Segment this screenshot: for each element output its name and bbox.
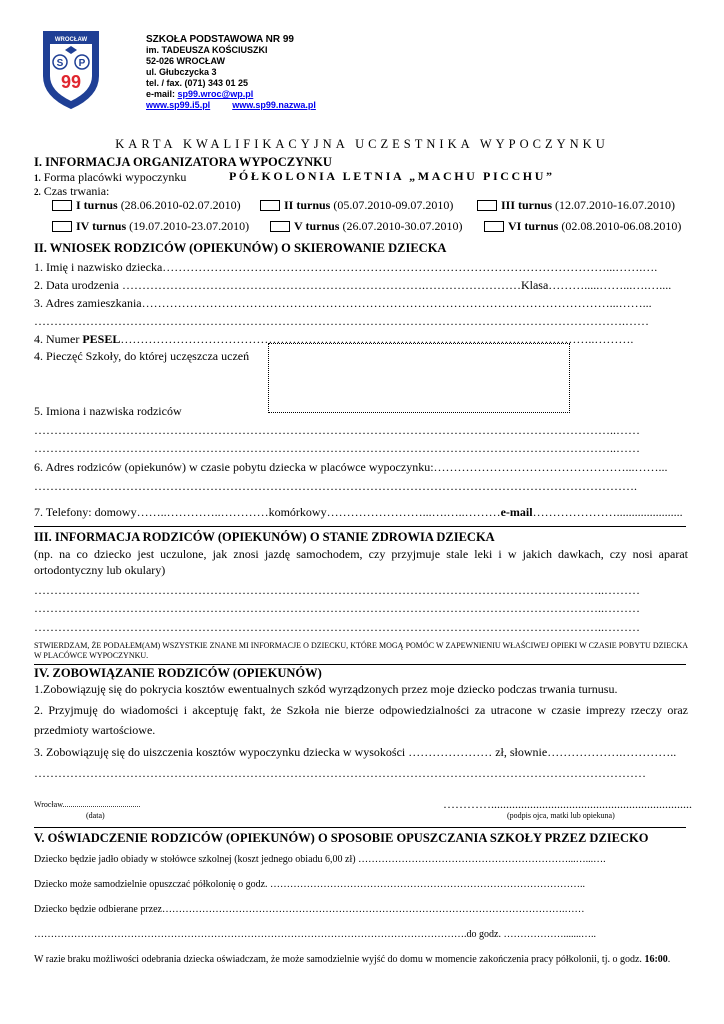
pesel-field[interactable]: 4. Numer PESEL………………………………………………………………………………………………………..………. bbox=[34, 332, 634, 346]
page-title: KARTA KWALIFIKACYJNA UCZESTNIKA WYPOCZYNKU bbox=[115, 137, 609, 151]
lunch-field[interactable]: Dziecko będzie jadło obiady w stołówce szkolnej (koszt jednego obiadu 6,00 zł) ………………………………………………………...…...…. bbox=[34, 854, 606, 865]
section-5-heading: V. OŚWIADCZENIE RODZICÓW (OPIEKUNÓW) O SPOSOBIE OPUSZCZANIA SZKOŁY PRZEZ DZIECKO bbox=[34, 831, 649, 845]
divider bbox=[34, 827, 686, 828]
birth-date-class-field[interactable]: 2. Data urodzenia ………………………………………………………………….……………………Klasa……….....……...….….... bbox=[34, 278, 672, 292]
turn-option-4[interactable]: IV turnus (19.07.2010-23.07.2010) bbox=[52, 219, 249, 234]
www-link-1[interactable]: www.sp99.i5.pl bbox=[146, 100, 211, 110]
pickup-until-field[interactable]: ………………………………………………………………………………………………………………….do godz. ……………….......….. bbox=[34, 929, 596, 940]
section-4-heading: IV. ZOBOWIĄZANIE RODZICÓW (OPIEKUNÓW) bbox=[34, 666, 322, 680]
school-name: SZKOŁA PODSTAWOWA NR 99 bbox=[146, 34, 294, 45]
phones-field[interactable]: 7. Telefony: domowy……..…………..…………komórkowy……………………...….…..………e-mail…………………...................... bbox=[34, 505, 683, 519]
parents-names-line-2[interactable]: ………………………………………………………………………………………………………………………………..…… bbox=[34, 441, 640, 455]
parents-address-field[interactable]: 6. Adres rodziców (opiekunów) w czasie pobytu dziecka w placówce wypoczynku:…………………………………………...……... bbox=[34, 460, 668, 474]
place-date-field[interactable]: Wrocław....................................... bbox=[34, 800, 141, 809]
signature-field[interactable]: …………................................................................... bbox=[443, 797, 692, 811]
obligation-2: 2. Przyjmuję do wiadomości i akceptuję fakt, że Szkoła nie bierze odpowiedzialności za utracone w czasie imprezy rzeczy oraz przedmioty wartościowe. bbox=[34, 703, 688, 737]
checkbox[interactable] bbox=[270, 221, 290, 232]
www-link-2[interactable]: www.sp99.nazwa.pl bbox=[232, 100, 316, 110]
logo-letter-s: S bbox=[56, 58, 64, 69]
declaration-text: STWIERDZAM, ŻE PODAŁEM(AM) WSZYSTKIE ZNANE MI INFORMACJE O DZIECKU, KTÓRE MOGĄ POMÓC W ZAPEWNIENIU WŁAŚCIWEJ OPIEKI W CZASIE POBYTU DZIECKA W PLACÓWCE WYPOCZYNKU. bbox=[34, 641, 688, 660]
school-email-row bbox=[146, 89, 316, 100]
item-number: 2. bbox=[34, 187, 41, 197]
school-www-row bbox=[146, 100, 316, 111]
school-stamp-label: 4. Pieczęć Szkoły, do której uczęszcza uczeń bbox=[34, 349, 250, 363]
email-link[interactable]: sp99.wroc@wp.pl bbox=[177, 89, 254, 99]
school-stamp-box[interactable] bbox=[268, 343, 570, 413]
turn-option-2[interactable]: II turnus (05.07.2010-09.07.2010) bbox=[260, 198, 453, 213]
checkbox[interactable] bbox=[52, 221, 72, 232]
divider bbox=[34, 664, 686, 665]
date-label: (data) bbox=[86, 811, 105, 820]
turn-option-3[interactable]: III turnus (12.07.2010-16.07.2010) bbox=[477, 198, 675, 213]
turn-option-6[interactable]: VI turnus (02.08.2010-06.08.2010) bbox=[484, 219, 681, 234]
item-label: Czas trwania: bbox=[43, 184, 110, 198]
address-field-line-2[interactable]: ………………………………………………………………………………………………………………………………….…… bbox=[34, 314, 649, 328]
parents-address-line-2[interactable]: ……………………………………………………………………………………………………………………………………. bbox=[34, 479, 637, 493]
school-logo bbox=[38, 26, 104, 110]
checkbox[interactable] bbox=[260, 200, 280, 211]
item-number: 1. bbox=[34, 173, 41, 183]
child-name-field[interactable]: 1. Imię i nazwisko dziecka…………………………………………………………………………………………………...…….…. bbox=[34, 260, 658, 274]
parents-names-line-1[interactable]: ………………………………………………………………………………………………………………………………..…… bbox=[34, 423, 640, 437]
section-1-item-1 bbox=[34, 170, 186, 185]
closing-note: W razie braku możliwości odebrania dziecka oświadczam, że może samodzielnie wyjść do domu w momencie zakończenia pracy półkolonii, tj. o godz. 16:00. bbox=[34, 954, 671, 965]
signature-label: (podpis ojca, matki lub opiekuna) bbox=[507, 811, 615, 820]
school-patron: im. TADEUSZA KOŚCIUSZKI bbox=[146, 45, 268, 55]
item-label: Forma placówki wypoczynku bbox=[43, 170, 187, 184]
health-line-3[interactable]: ……………………………………………………………………………………………………………………………..……… bbox=[34, 620, 640, 634]
logo-top-text: WROCŁAW bbox=[54, 37, 88, 43]
checkbox[interactable] bbox=[52, 200, 72, 211]
pickup-by-field[interactable]: Dziecko będzie odbierane przez………………………………………………………………………………………………………….…… bbox=[34, 904, 585, 915]
checkbox[interactable] bbox=[477, 200, 497, 211]
obligation-1: 1.Zobowiązuję się do pokrycia kosztów ewentualnych szkód wyrządzonych przez moje dziecko podczas trwania turnusu. bbox=[34, 682, 618, 696]
section-1-item-2 bbox=[34, 184, 109, 199]
turn-option-5[interactable]: V turnus (26.07.2010-30.07.2010) bbox=[270, 219, 462, 234]
section-3-heading: III. INFORMACJA RODZICÓW (OPIEKUNÓW) O STANIE ZDROWIA DZIECKA bbox=[34, 530, 495, 544]
school-phone: tel. / fax. (071) 343 01 25 bbox=[146, 78, 249, 88]
section-2-heading: II. WNIOSEK RODZICÓW (OPIEKUNÓW) O SKIEROWANIE DZIECKA bbox=[34, 241, 447, 255]
self-leave-field[interactable]: Dziecko może samodzielnie opuszczać półkolonię o godz. ………………………………………………………………………………….. bbox=[34, 879, 586, 890]
school-street: ul. Głubczycka 3 bbox=[146, 67, 217, 77]
parents-names-label: 5. Imiona i nazwiska rodziców bbox=[34, 404, 182, 418]
address-field[interactable]: 3. Adres zamieszkania………………………………………………………………………………………………………...……... bbox=[34, 296, 652, 310]
email-label: e-mail: bbox=[146, 89, 178, 99]
health-line-1[interactable]: ……………………………………………………………………………………………………………………………..……… bbox=[34, 583, 640, 597]
section-1-heading: I. INFORMACJA ORGANIZATORA WYPOCZYNKU bbox=[34, 155, 332, 169]
facility-form-value: PÓŁKOLONIA LETNIA „MACHU PICCHU” bbox=[229, 169, 555, 183]
school-postal: 52-026 WROCŁAW bbox=[146, 56, 226, 66]
obligation-3-line-2[interactable]: ……………………………………………………………………………………………………………………………………… bbox=[34, 766, 646, 780]
checkbox[interactable] bbox=[484, 221, 504, 232]
logo-number: 99 bbox=[60, 72, 82, 92]
health-line-2[interactable]: ……………………………………………………………………………………………………………………………..……… bbox=[34, 601, 640, 615]
divider bbox=[34, 526, 686, 527]
obligation-3[interactable]: 3. Zobowiązuję się do uiszczenia kosztów wypoczynku dziecka w wysokości ………………… zł, słownie……………….………….. bbox=[34, 745, 677, 759]
turn-option-1[interactable]: I turnus (28.06.2010-02.07.2010) bbox=[52, 198, 241, 213]
logo-letter-p: P bbox=[78, 58, 86, 69]
school-header bbox=[146, 34, 316, 111]
health-instructions: (np. na co dziecko jest uczulone, jak znosi jazdę samochodem, czy przyjmuje stale leki i w jakich dawkach, czy nosi aparat ortodontyczny lub okulary) bbox=[34, 547, 688, 577]
